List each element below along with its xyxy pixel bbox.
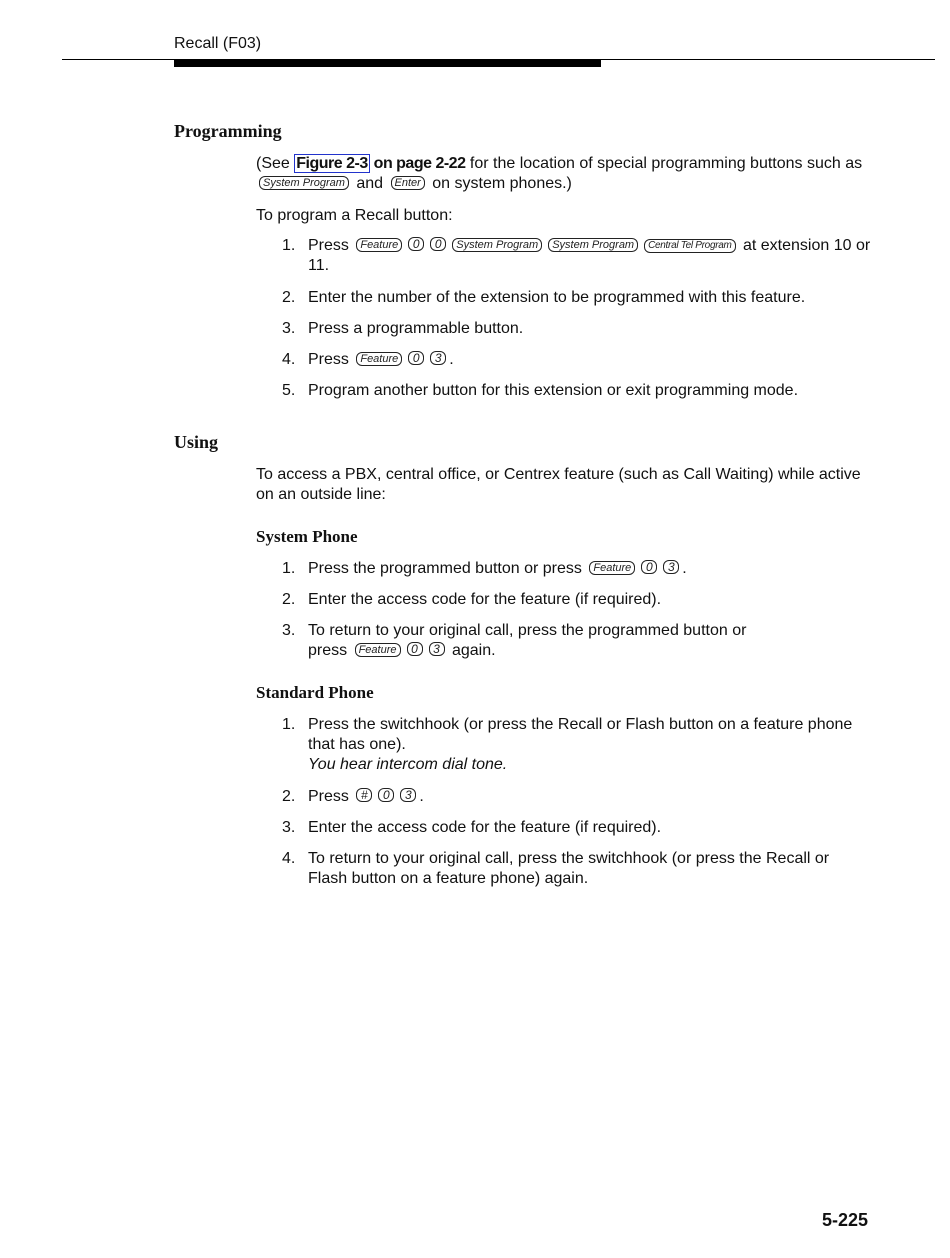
pound-key: # (356, 788, 372, 802)
step-number: 5. (282, 382, 296, 399)
step-press: Press (308, 788, 354, 805)
standard-phone-step-1 (282, 715, 872, 775)
three-key: 3 (663, 560, 679, 574)
standard-phone-step-4 (282, 849, 872, 889)
step-after: . (419, 788, 424, 805)
programming-step-1 (282, 236, 872, 276)
programming-step-2 (282, 288, 872, 308)
system-program-key: System Program (259, 176, 349, 190)
programming-step-4 (282, 350, 872, 370)
step-number: 2. (282, 788, 296, 805)
enter-key: Enter (391, 176, 425, 190)
step-line-1: To return to your original call, press the programmed button or (308, 622, 747, 639)
step-text: Enter the access code for the feature (if required). (308, 591, 662, 608)
system-program-key: System Program (548, 238, 638, 252)
system-phone-step-3 (282, 621, 872, 661)
system-phone-step-2 (282, 590, 872, 610)
using-intro: To access a PBX, central office, or Centrex feature (such as Call Waiting) while active on an outside line: (256, 466, 861, 503)
step-press: Press (308, 237, 354, 254)
intro-prefix: (See (256, 155, 295, 172)
step-number: 4. (282, 850, 296, 867)
zero-key: 0 (641, 560, 657, 574)
step-text (308, 787, 872, 807)
step-number: 3. (282, 320, 296, 337)
step-text (308, 559, 872, 579)
step-text (308, 715, 872, 775)
step-text: Enter the number of the extension to be programmed with this feature. (308, 289, 806, 306)
three-key: 3 (400, 788, 416, 802)
step-number: 4. (282, 351, 296, 368)
programming-lead: To program a Recall button: (256, 207, 453, 224)
running-header: Recall (F03) (174, 35, 262, 52)
step-instruction: Press the switchhook (or press the Recall or Flash button on a feature phone that has one). (308, 716, 853, 753)
programming-intro (256, 154, 871, 194)
feature-key: Feature (356, 238, 402, 252)
step-before: Press the programmed button or press (308, 560, 587, 577)
step-after: again. (447, 642, 496, 659)
zero-key: 0 (430, 237, 446, 251)
intro-middle: for the location of special programming buttons such as (465, 155, 863, 172)
feature-key: Feature (355, 643, 401, 657)
heading-programming: Programming (174, 121, 282, 141)
programming-step-3 (282, 319, 872, 339)
figure-link[interactable] (294, 154, 465, 173)
step-number: 2. (282, 289, 296, 306)
step-press: Press (308, 351, 354, 368)
step-number: 1. (282, 560, 296, 577)
step-text: To return to your original call, press the switchhook (or press the Recall or Flash button on a feature phone) again. (308, 850, 830, 887)
step-number: 1. (282, 237, 296, 254)
zero-key: 0 (407, 642, 423, 656)
step-after: . (682, 560, 687, 577)
header-bar (174, 60, 601, 67)
step-number: 3. (282, 622, 296, 639)
system-phone-step-1 (282, 559, 872, 579)
central-tel-program-key: Central Tel Program (644, 239, 735, 253)
step-number: 3. (282, 819, 296, 836)
step-text: Enter the access code for the feature (if required). (308, 819, 662, 836)
heading-using: Using (174, 432, 219, 452)
step-before: press (308, 642, 352, 659)
figure-link-page[interactable]: on page 2-22 (369, 155, 466, 172)
feature-key: Feature (589, 561, 635, 575)
intro-and: and (351, 175, 388, 192)
standard-phone-step-3 (282, 818, 872, 838)
programming-step-5 (282, 381, 872, 401)
standard-phone-step-2 (282, 787, 872, 807)
step-text: Press a programmable button. (308, 320, 524, 337)
step-text (308, 236, 872, 276)
zero-key: 0 (408, 351, 424, 365)
feature-key: Feature (356, 352, 402, 366)
step-number: 1. (282, 716, 296, 733)
step-text (308, 621, 872, 661)
zero-key: 0 (408, 237, 424, 251)
system-program-key: System Program (452, 238, 542, 252)
page-number: 5-225 (821, 1210, 868, 1230)
step-after: at extension 10 or 11. (308, 237, 871, 274)
heading-system-phone: System Phone (256, 527, 358, 546)
intro-suffix: on system phones.) (427, 175, 572, 192)
heading-standard-phone: Standard Phone (256, 683, 374, 702)
step-text (308, 350, 872, 370)
figure-link-label[interactable]: Figure 2-3 (296, 155, 368, 172)
step-text: Program another button for this extension or exit programming mode. (308, 382, 799, 399)
step-after: . (449, 351, 454, 368)
three-key: 3 (429, 642, 445, 656)
step-note: You hear intercom dial tone. (308, 756, 508, 773)
three-key: 3 (430, 351, 446, 365)
zero-key: 0 (378, 788, 394, 802)
step-number: 2. (282, 591, 296, 608)
